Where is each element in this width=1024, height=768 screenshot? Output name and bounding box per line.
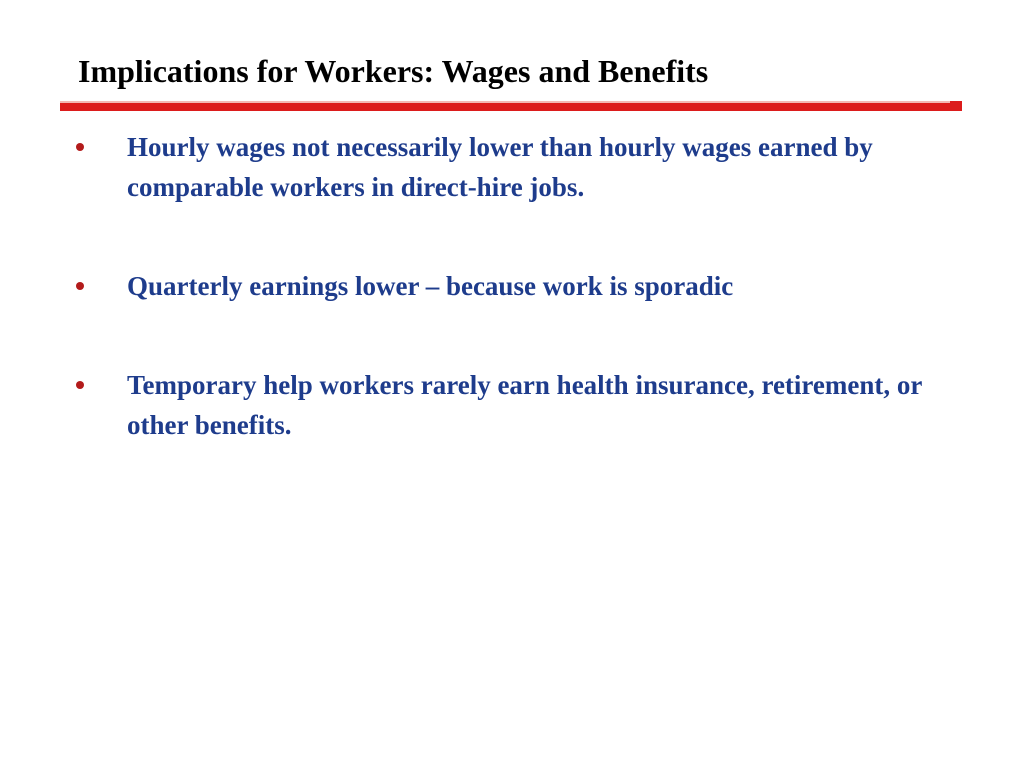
bullet-text: Temporary help workers rarely earn health insurance, retirement, or other benefits. — [127, 370, 922, 440]
bullet-text: Hourly wages not necessarily lower than hourly wages earned by comparable workers in direct-hire jobs. — [127, 132, 873, 202]
title-divider-highlight — [60, 101, 950, 103]
bullet-icon — [76, 381, 84, 389]
bullet-icon — [76, 282, 84, 290]
slide-title: Implications for Workers: Wages and Benefits — [78, 53, 709, 89]
bullet-text: Quarterly earnings lower – because work is sporadic — [127, 271, 734, 301]
bullet-icon — [76, 143, 84, 151]
